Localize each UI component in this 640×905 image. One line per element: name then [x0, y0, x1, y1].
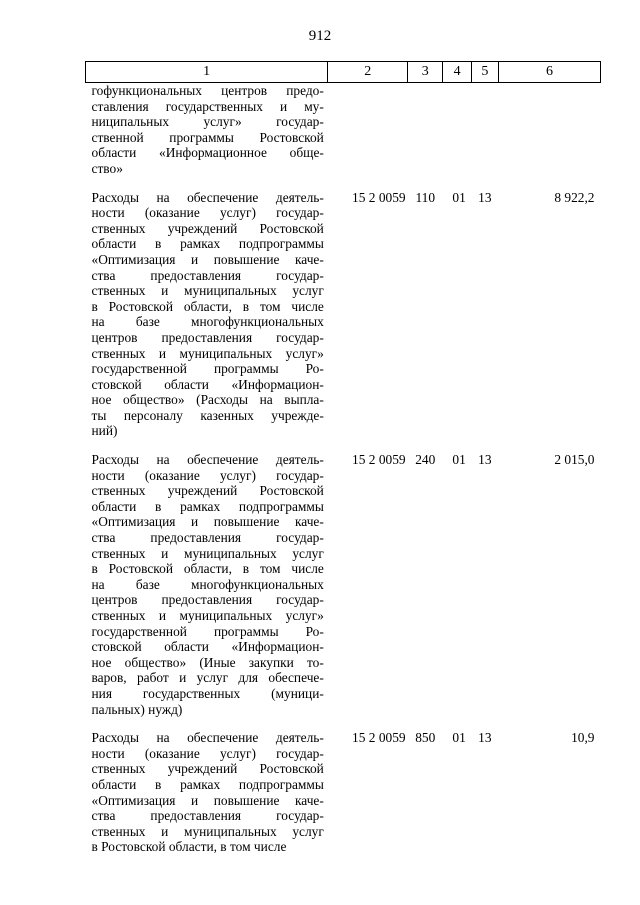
description-line: пальных) нужд)	[91, 701, 183, 717]
subsection-code: 13	[478, 452, 492, 468]
subsection-code: 13	[478, 730, 492, 746]
description-line: ственных и муниципальных услуг»	[91, 345, 324, 361]
description-line: ния государственных (муници-	[91, 685, 324, 701]
description-line: ства предоставления государ-	[91, 808, 324, 824]
row-description	[86, 730, 328, 868]
description-line: центров предоставления государ-	[91, 329, 324, 345]
expense-type-code: 110	[415, 189, 436, 205]
description-line: области «Информационное обще-	[91, 145, 324, 161]
description-line: государственной программы Ро-	[91, 361, 324, 377]
budget-table	[85, 61, 601, 868]
description-line: ственных и муниципальных услуг»	[91, 608, 324, 623]
description-line: ственных и муниципальных услуг	[91, 283, 324, 299]
description-line: области в рамках подпрограммы	[91, 236, 324, 252]
description-line: на базе многофункциональных	[91, 576, 324, 592]
description-line: Расходы на обеспечение деятель-	[91, 189, 324, 205]
expense-type-code: 240	[415, 452, 436, 468]
column-header-1: 1	[86, 62, 328, 83]
section-code: 01	[452, 730, 466, 746]
column-header-4: 4	[443, 62, 471, 83]
description-line: ства предоставления государ-	[91, 267, 324, 283]
row-description	[86, 190, 328, 453]
description-line: стовской области «Информацион-	[91, 639, 324, 655]
description-line: в Ростовской области, в том числе	[91, 561, 324, 577]
description-line: центров предоставления государ-	[91, 592, 324, 608]
table-header	[86, 62, 601, 83]
section-code	[443, 83, 471, 190]
amount	[498, 83, 600, 190]
target-article-code: 15 2 0059	[352, 189, 406, 205]
column-header-6: 6	[498, 62, 600, 83]
description-line: Расходы на обеспечение деятель-	[91, 452, 324, 468]
description-line: ниципальных услуг» государ-	[91, 114, 324, 130]
description-line: ственных учреждений Ростовской	[91, 483, 324, 499]
description-line: в Ростовской области, в том числе	[91, 298, 324, 314]
description-line: ставления государственных и му-	[91, 98, 324, 114]
column-header-2: 2	[328, 62, 408, 83]
description-line: области в рамках подпрограммы	[91, 498, 324, 514]
target-article-code	[328, 83, 408, 190]
amount: 2 015,0	[554, 452, 595, 468]
description-line: «Оптимизация и повышение каче-	[91, 514, 324, 530]
table-row	[86, 730, 601, 868]
page-number: 912	[308, 28, 332, 44]
description-line: гофункциональных центров предо-	[91, 83, 324, 98]
table-body	[86, 83, 601, 868]
description-line: ний)	[91, 423, 118, 439]
expense-type-code	[408, 83, 443, 190]
subsection-code: 13	[478, 189, 492, 205]
description-line: ности (оказание услуг) государ-	[91, 745, 324, 761]
row-description	[86, 452, 328, 730]
amount: 8 922,2	[554, 189, 595, 205]
column-header-5: 5	[471, 62, 498, 83]
column-header-3: 3	[408, 62, 443, 83]
description-line: Расходы на обеспечение деятель-	[91, 730, 324, 746]
description-line: ности (оказание услуг) государ-	[91, 467, 324, 483]
target-article-code: 15 2 0059	[352, 452, 406, 468]
description-line: стовской области «Информацион-	[91, 376, 324, 392]
subsection-code	[471, 83, 498, 190]
description-line: государственной программы Ро-	[91, 623, 324, 639]
header-row	[86, 62, 601, 83]
row-description	[86, 83, 328, 190]
description-line: ты персоналу казенных учрежде-	[91, 407, 324, 423]
section-code: 01	[452, 452, 466, 468]
description-line: ственных и муниципальных услуг	[91, 823, 324, 839]
description-line: «Оптимизация и повышение каче-	[91, 792, 324, 808]
description-line: ственной программы Ростовской	[91, 129, 324, 145]
table-row	[86, 452, 601, 730]
expense-type-code: 850	[415, 730, 436, 746]
description-line: области в рамках подпрограммы	[91, 776, 324, 792]
amount: 10,9	[571, 730, 595, 746]
description-line: ное общество» (Иные закупки то-	[91, 654, 324, 670]
table-row	[86, 190, 601, 453]
description-line: ство»	[91, 160, 123, 176]
section-code: 01	[452, 189, 466, 205]
description-line: ности (оказание услуг) государ-	[91, 205, 324, 221]
description-line: ственных и муниципальных услуг	[91, 545, 324, 561]
description-line: ственных учреждений Ростовской	[91, 220, 324, 236]
description-line: варов, работ и услуг для обеспече-	[91, 670, 324, 686]
target-article-code: 15 2 0059	[352, 730, 406, 746]
description-line: в Ростовской области, в том числе	[91, 839, 287, 855]
table-row	[86, 83, 601, 190]
description-line: ства предоставления государ-	[91, 530, 324, 546]
description-line: на базе многофункциональных	[91, 314, 324, 330]
description-line: ственных учреждений Ростовской	[91, 761, 324, 777]
description-line: «Оптимизация и повышение каче-	[91, 251, 324, 267]
description-line: ное общество» (Расходы на выпла-	[91, 392, 324, 408]
